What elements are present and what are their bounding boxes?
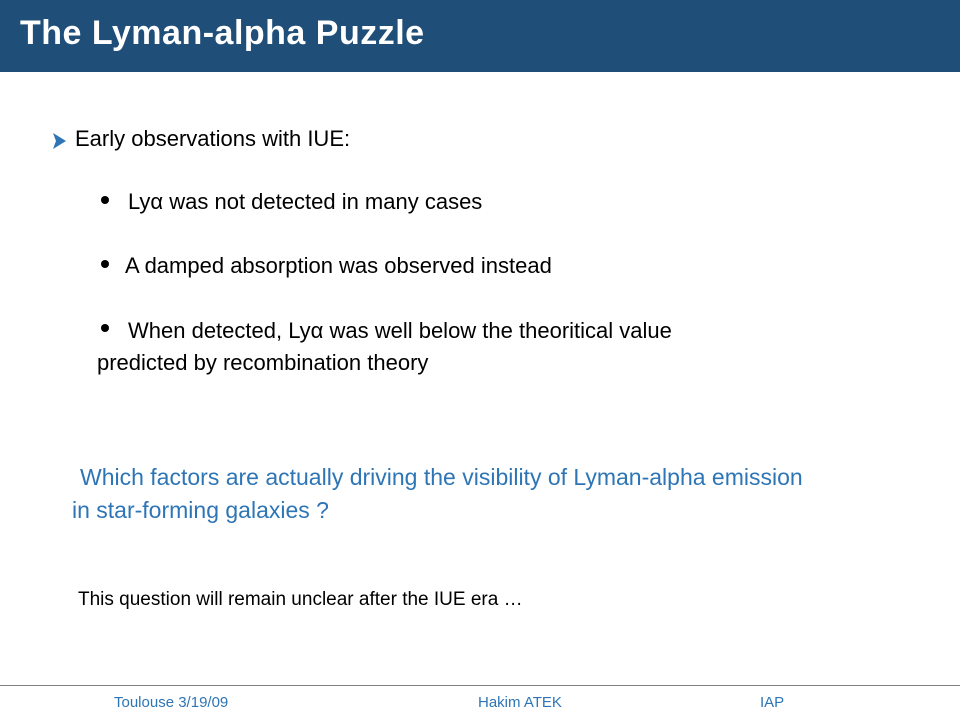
closing-remark: This question will remain unclear after the IUE era … xyxy=(78,589,523,610)
footer-location-date: Toulouse 3/19/09 xyxy=(114,694,229,711)
section-heading: Early observations with IUE: xyxy=(75,126,351,151)
round-bullet-icon xyxy=(101,324,109,332)
footer-institute: IAP xyxy=(760,694,785,711)
title-bar xyxy=(0,0,960,72)
research-question-line-2: in star-forming galaxies ? xyxy=(72,497,329,523)
research-question-line-1: Which factors are actually driving the visibility of Lyman-alpha emission xyxy=(80,464,803,490)
round-bullet-icon xyxy=(101,196,109,204)
footer-author: Hakim ATEK xyxy=(478,694,562,711)
round-bullet-icon xyxy=(101,260,109,268)
arrow-bullet-icon xyxy=(53,133,67,149)
bullet-item-2: A damped absorption was observed instead xyxy=(125,253,552,278)
slide-title: The Lyman-alpha Puzzle xyxy=(20,14,425,52)
bullet-item-3-continuation: predicted by recombination theory xyxy=(97,350,429,375)
bullet-item-3: When detected, Lyα was well below the theoritical value xyxy=(128,318,672,343)
bullet-item-1: Lyα was not detected in many cases xyxy=(128,189,483,214)
footer-divider xyxy=(0,685,960,686)
